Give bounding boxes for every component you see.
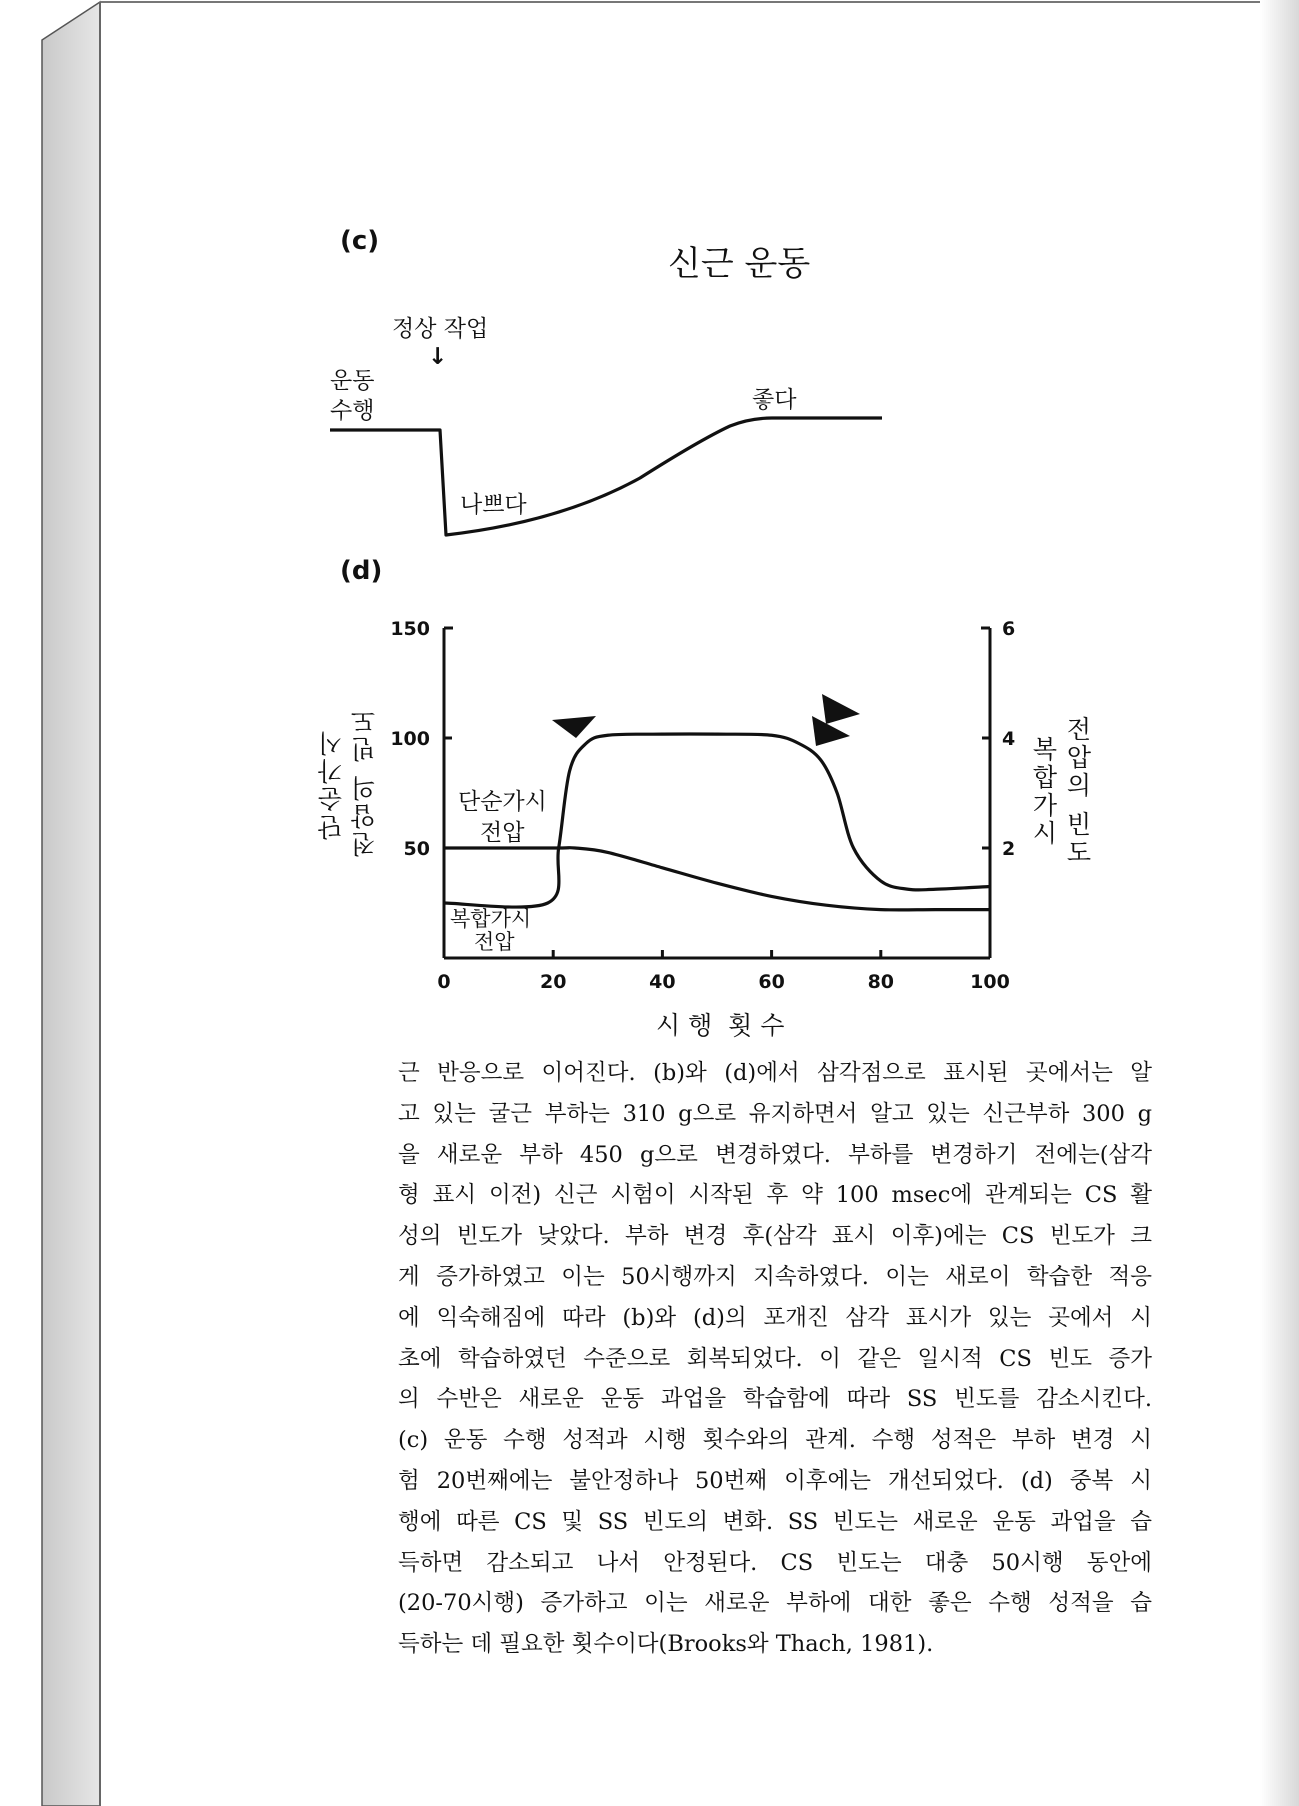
right-axis-title-line2: 전압의 빈도 — [1063, 716, 1092, 867]
caption-line: 행에 따른 CS 및 SS 빈도의 변화. SS 빈도는 새로운 운동 과업을 습 — [398, 1508, 1152, 1535]
left-axis-title-line2: 전압의 빈도 — [350, 706, 379, 857]
x-axis-title: 시 행 횟 수 — [656, 1011, 785, 1040]
caption-line: 험 20번째에는 불안정하나 50번째 이후에는 개선되었다. (d) 중복 시 — [398, 1467, 1152, 1494]
bad-label: 나쁘다 — [460, 492, 527, 518]
x-tick-label: 100 — [970, 971, 1010, 993]
caption-line: 형 표시 이전) 신근 시험이 시작된 후 약 100 msec에 관계되는 CS 활 — [398, 1182, 1152, 1209]
right-y-tick-label: 6 — [1002, 618, 1016, 640]
caption-line: 초에 학습하였던 수준으로 회복되었다. 이 같은 일시적 CS 빈도 증가 — [398, 1345, 1152, 1372]
ss-curve-label-line1: 단순가시 — [458, 789, 547, 815]
caption-line: 고 있는 굴근 부하는 310 g으로 유지하면서 알고 있는 신근부하 300 g — [398, 1100, 1152, 1127]
cs-curve-label-line1: 복합가시 — [450, 907, 532, 931]
panel-c-title: 신근 운동 — [668, 244, 811, 284]
right-y-tick-label: 4 — [1002, 728, 1016, 750]
performance-label-line1: 운동 — [330, 368, 375, 394]
panel-c-label: (c) — [340, 226, 380, 256]
right-axis-title-line1: 복합가시 — [1029, 736, 1058, 848]
triangle-marker-icon — [822, 694, 860, 724]
complex-spike-series-line — [444, 734, 990, 907]
caption-line: 에 익숙해짐에 따라 (b)와 (d)의 포개진 삼각 표시가 있는 곳에서 시 — [398, 1304, 1152, 1331]
good-label: 좋다 — [752, 387, 797, 413]
x-tick-label: 80 — [867, 971, 895, 993]
left-y-tick-label: 100 — [390, 728, 430, 750]
triangle-marker-icon — [552, 716, 596, 738]
caption-line: 성의 빈도가 낮았다. 부하 변경 후(삼각 표시 이후)에는 CS 빈도가 크 — [398, 1223, 1152, 1250]
right-y-tick-label: 2 — [1002, 838, 1016, 860]
cs-curve-label-line2: 전압 — [474, 930, 515, 954]
ss-curve-label-line2: 전압 — [480, 820, 525, 846]
x-tick-label: 40 — [649, 971, 676, 993]
caption-line: 의 수반은 새로운 운동 과업을 학습함에 따라 SS 빈도를 감소시킨다. — [398, 1386, 1152, 1413]
normal-task-arrow-icon: ↓ — [428, 344, 448, 370]
caption-line: 근 반응으로 이어진다. (b)와 (d)에서 삼각점으로 표시된 곳에서는 알 — [398, 1060, 1152, 1086]
simple-spike-series-line — [444, 848, 990, 910]
caption-line: 게 증가하였고 이는 50시행까지 지속하였다. 이는 새로이 학습한 적응 — [398, 1263, 1152, 1290]
x-tick-label: 0 — [437, 971, 451, 993]
x-tick-label: 60 — [758, 971, 785, 993]
caption-line: 득하면 감소되고 나서 안정된다. CS 빈도는 대충 50시행 동안에 — [398, 1549, 1152, 1576]
caption-line: 을 새로운 부하 450 g으로 변경하였다. 부하를 변경하기 전에는(삼각 — [398, 1141, 1152, 1168]
caption-line: (c) 운동 수행 성적과 시행 횟수와의 관계. 수행 성적은 부하 변경 시 — [398, 1427, 1152, 1454]
caption-line: (20-70시행) 증가하고 이는 새로운 부하에 대한 좋은 수행 성적을 습 — [398, 1590, 1152, 1617]
left-axis-title-line1: 단순가시 — [317, 728, 346, 840]
normal-task-label: 정상 작업 — [392, 316, 489, 342]
figure-caption — [398, 1053, 1152, 1665]
left-y-tick-label: 150 — [390, 618, 430, 640]
left-y-tick-label: 50 — [403, 838, 430, 860]
performance-label-line2: 수행 — [330, 398, 375, 424]
panel-d-label: (d) — [340, 556, 383, 586]
x-tick-label: 20 — [539, 971, 567, 993]
caption-line: 득하는 데 필요한 횟수이다(Brooks와 Thach, 1981). — [398, 1631, 934, 1658]
